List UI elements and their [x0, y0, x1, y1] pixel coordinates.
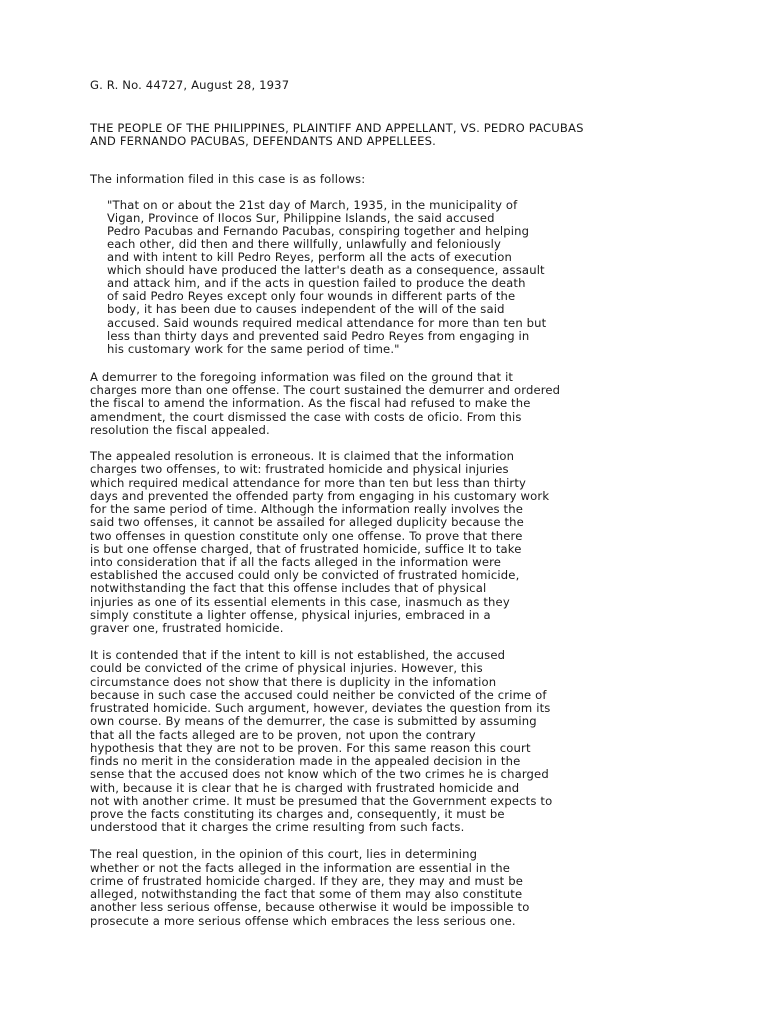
quote-line: of said Pedro Reyes except only four wounds in different parts of the — [107, 289, 516, 303]
paragraph-line: charges more than one offense. The court sustained the demurrer and ordered — [90, 383, 561, 397]
paragraph-line: circumstance does not show that there is duplicity in the infomation — [90, 675, 497, 689]
paragraph-line: for the same period of time. Although the information really involves the — [90, 502, 524, 516]
quote-line: each other, did then and there willfully, unlawfully and feloniously — [107, 237, 501, 251]
paragraph-line: simply constitute a lighter offense, physical injuries, embraced in a — [90, 608, 491, 622]
paragraph-line: alleged, notwithstanding the fact that some of them may also constitute — [90, 887, 523, 901]
paragraph-line: resolution the fiscal appealed. — [90, 423, 270, 437]
paragraph-line: injuries as one of its essential elements in this case, inasmuch as they — [90, 595, 510, 609]
paragraph-line: which required medical attendance for more than ten but less than thirty — [90, 476, 527, 490]
case-title-line: THE PEOPLE OF THE PHILIPPINES, PLAINTIFF AND APPELLANT, VS. PEDRO PACUBAS — [90, 121, 584, 135]
quote-line: Pedro Pacubas and Fernando Pacubas, conspiring together and helping — [107, 224, 530, 238]
paragraph-line: that all the facts alleged are to be proven, not upon the contrary — [90, 728, 476, 742]
paragraph-line: another less serious offense, because otherwise it would be impossible to — [90, 900, 530, 914]
paragraph-line: two offenses in question constitute only one offense. To prove that there — [90, 529, 523, 543]
paragraph-line: The real question, in the opinion of this court, lies in determining — [90, 847, 478, 861]
paragraph-line: hypothesis that they are not to be proven. For this same reason this court — [90, 741, 531, 755]
paragraph-line: established the accused could only be convicted of frustrated homicide, — [90, 568, 520, 582]
paragraph-line: said two offenses, it cannot be assailed for alleged duplicity because the — [90, 515, 524, 529]
paragraph-line: is but one offense charged, that of frustrated homicide, suffice It to take — [90, 542, 522, 556]
paragraph-line: amendment, the court dismissed the case with costs de oficio. From this — [90, 410, 522, 424]
paragraph-line: prosecute a more serious offense which embraces the less serious one. — [90, 914, 516, 928]
quote-line: and with intent to kill Pedro Reyes, perform all the acts of execution — [107, 250, 512, 264]
paragraph-line: graver one, frustrated homicide. — [90, 621, 284, 635]
paragraph-line: prove the facts constituting its charges and, consequently, it must be — [90, 807, 505, 821]
paragraph-line: because in such case the accused could neither be convicted of the crime of — [90, 688, 547, 702]
paragraph-line: not with another crime. It must be presumed that the Government expects to — [90, 794, 553, 808]
quote-line: his customary work for the same period of time." — [107, 342, 400, 356]
paragraph-line: understood that it charges the crime resulting from such facts. — [90, 820, 465, 834]
quote-line: less than thirty days and prevented said Pedro Reyes from engaging in — [107, 329, 530, 343]
paragraph-line: the fiscal to amend the information. As the fiscal had refused to make the — [90, 396, 531, 410]
paragraph-line: notwithstanding the fact that this offense includes that of physical — [90, 581, 487, 595]
paragraph-line: sense that the accused does not know which of the two crimes he is charged — [90, 767, 549, 781]
intro-text: The information filed in this case is as follows: — [90, 172, 366, 186]
paragraph-line: into consideration that if all the facts alleged in the information were — [90, 555, 502, 569]
paragraph-line: It is contended that if the intent to kill is not established, the accused — [90, 648, 506, 662]
paragraph-line: finds no merit in the consideration made in the appealed decision in the — [90, 754, 521, 768]
paragraph-line: with, because it is clear that he is charged with frustrated homicide and — [90, 781, 520, 795]
paragraph-line: charges two offenses, to wit: frustrated homicide and physical injuries — [90, 462, 509, 476]
quote-line: which should have produced the latter's death as a consequence, assault — [107, 263, 545, 277]
case-number: G. R. No. 44727, August 28, 1937 — [90, 78, 290, 92]
paragraph-line: crime of frustrated homicide charged. If they are, they may and must be — [90, 874, 524, 888]
quote-line: Vigan, Province of Ilocos Sur, Philippine Islands, the said accused — [107, 211, 495, 225]
quote-line: body, it has been due to causes independent of the will of the said — [107, 302, 505, 316]
quote-line: accused. Said wounds required medical attendance for more than ten but — [107, 316, 547, 330]
paragraph-line: could be convicted of the crime of physical injuries. However, this — [90, 661, 483, 675]
quote-line: "That on or about the 21st day of March, 1935, in the municipality of — [107, 198, 518, 212]
paragraph-line: The appealed resolution is erroneous. It is claimed that the information — [90, 449, 515, 463]
paragraph-line: days and prevented the offended party from engaging in his customary work — [90, 489, 550, 503]
quote-line: and attack him, and if the acts in question failed to produce the death — [107, 276, 526, 290]
paragraph-line: frustrated homicide. Such argument, however, deviates the question from its — [90, 701, 551, 715]
case-title-line: AND FERNANDO PACUBAS, DEFENDANTS AND APPELLEES. — [90, 134, 436, 148]
paragraph-line: own course. By means of the demurrer, the case is submitted by assuming — [90, 714, 537, 728]
paragraph-line: whether or not the facts alleged in the information are essential in the — [90, 861, 510, 875]
paragraph-line: A demurrer to the foregoing information was filed on the ground that it — [90, 370, 514, 384]
